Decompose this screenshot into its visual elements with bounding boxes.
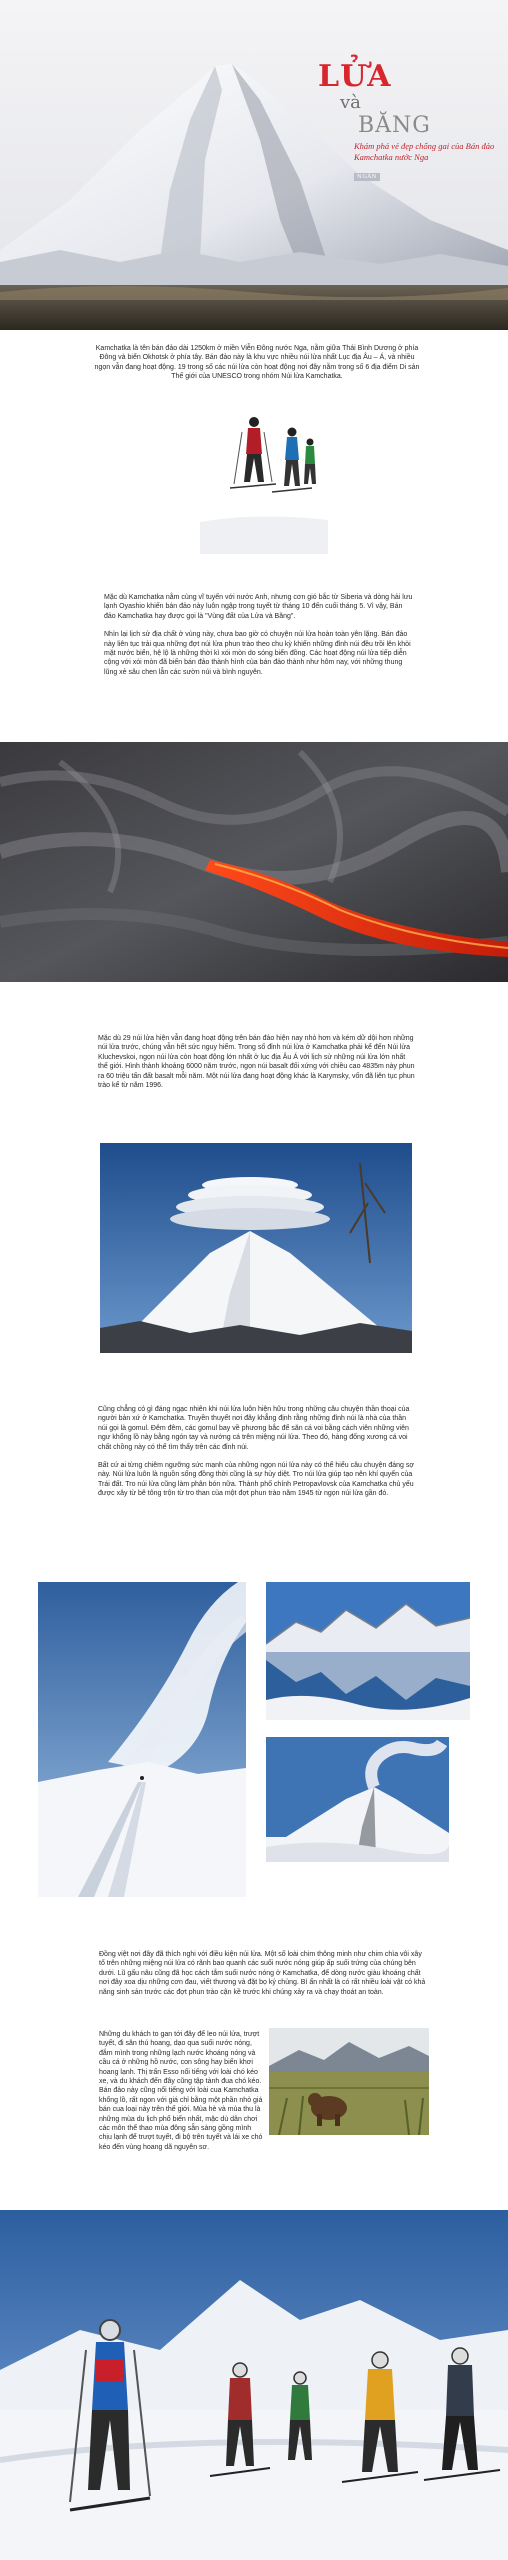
eruption-image [266,1737,449,1862]
section5-paragraph-2: Những du khách to gan tới đây để leo núi lửa, trượt tuyết, đi săn thú hoang, dạo qua suối nước nóng, đắm mình trong những lạch nước khoáng nóng và cầu cá ở những hồ nước, con sông hay biển khơi hoang lạnh. Thị trấn Esso nổi tiếng với loài chó kéo xe, và du khách đến đây cũng tập tành đua chó kéo. Bán đảo này cũng nổi tiếng với loài cua Kamchatka khổng lồ, rất ngon với giá chỉ bằng một phần nhỏ giá bán cua loại này trên thế giới. Mùa hè và mùa thu là những mùa du lịch phổ biến nhất, mặc dù dân chơi các môn thể thao mùa đông sẵn sàng gồng mình chịu lạnh để trượt tuyết, đi bộ trên tuyết và lái xe chó kéo đến vùng hoang dã nguyên sơ. [99,2031,263,2151]
byline: NGÂN [354,173,380,181]
section2-text [104,593,414,677]
section4-paragraph-2: Bất cứ ai từng chiêm ngưỡng sức mạnh của những ngọn núi lửa này có thể hiểu câu chuyện đáng sợ này. Núi lửa luôn là nguồn sống đồng thời cũng là sự hủy diệt. Tro núi lửa giúp tạo nên khí quyển của Trái đất. Tro núi lửa cũng làm phân bón nữa. Thành phố chính Petropavlovsk của Kamchatka chủ yếu được xây từ bê tông trộn từ tro than của một đợt phun trào năm 1945 từ ngọn núi lửa gần đó. [98,1462,414,1498]
title-ice: BĂNG [358,113,431,138]
section4-text [98,1405,414,1499]
intro-paragraph: Kamchatka là tên bán đảo dài 1250km ở miền Viễn Đông nước Nga, nằm giữa Thái Bình Dương ở phía Đông và biển Okhotsk ở phía tây. Bán đảo này là khu vực nhiều núi lửa nhất Lục địa Âu – Á, và nhiều ngọn vẫn đang hoạt động. 19 trong số các núi lửa còn hoạt động nơi đây nằm trong số 6 địa điểm Di sản Thế giới của UNESCO trong nhóm Núi lửa Kamchatka. [94,345,420,381]
reflection-image [266,1582,470,1720]
bear-image [269,2028,429,2135]
title-and: và [340,92,361,113]
lava-image [0,742,508,982]
title-fire: LỬA [318,59,392,94]
hero-title-block [318,59,498,182]
skiers-image [200,392,328,554]
section4-paragraph-1: Cũng chẳng có gì đáng ngạc nhiên khi núi lửa luôn hiện hữu trong những câu chuyện thần thoại của người bản xứ ở Kamchatka. Truyền thuyết nơi đây khẳng định rằng những đỉnh núi là nhà của thần núi gọi là gomul. Đêm đêm, các gomul bay về phương bắc để săn cá voi bằng cách viên những viên ngư khổng lồ này bằng ngón tay và nướng cá trên miệng núi lửa. Theo đó, hàng đống xương cá voi chất chồng này có thể tìm thấy trên các đỉnh núi. [98,1406,410,1451]
section3-text: Mặc dù 29 núi lửa hiện vẫn đang hoạt động trên bán đảo hiện nay nhỏ hơn và kém dữ dội hơn những núi lửa trước, chúng vẫn hết sức nguy hiểm. Trong số đỉnh núi lửa ở Kamchatka phải kể đến Núi lửa Kluchevskoi, ngọn núi lửa còn hoạt động lớn nhất ở lục địa Âu Á với lịch sử những núi lửa lớn nhất thế giới. Hình thành khoảng 6000 năm trước, ngọn núi basalt đối xứng với chiều cao 4835m này phun ra 60 triệu tấn đất basalt mỗi năm. Một núi lửa đang hoạt động khác là Karymsky, vốn đã liên tục phun trào kể từ năm 1996. [98,1035,415,1090]
subtitle: Khám phá vẻ đẹp chống gai của Bán đảo Kamchatka nước Nga [354,141,495,162]
ski-track-image [38,1582,246,1897]
skiers-bottom-image [0,2210,508,2560]
section5-paragraph-1: Đồng việt nơi đây đã thích nghi với điều kiện núi lửa. Một số loài chim thông minh như chim chìa vôi xây tổ trên những miệng núi lửa có rãnh bao quanh các suối nước nóng giúp ấp suối trứng của chúng bên dưới. Lũ gấu nâu cũng đã học cách tắm suối nước nóng ở Kamchatka, để dòng nước giàu khoáng chất nơi đây xoa dịu những cơn đau, viết thương và đặt bọ ký chủng. Bí ẩn nhất là có rất nhiều loài vật có khả năng sinh sản trước các đợt phun trào cận kề trước khi chúng xảy ra và chạy thoát an toàn. [99,1951,426,1996]
section2-paragraph-1: Mặc dù Kamchatka nằm cùng vĩ tuyến với nước Anh, nhưng cơn gió bắc từ Siberia và dòng hải lưu lạnh Oyashio khiến bán đảo này luôn ngập trong tuyết từ tháng 10 đến cuối tháng 5. Vì vậy, Bán đảo Kamchatka hay được gọi là "Vùng đất của Lửa và Băng". [104,594,413,620]
lenticular-image [100,1143,412,1353]
section2-paragraph-2: Nhìn lại lịch sử địa chất ở vùng này, chưa bao giờ có chuyện núi lửa hoàn toàn yên lặng. Bán đảo này liên tục trải qua những đợt núi lửa phun trào theo chu kỳ khiến những đỉnh núi đều trồi lên khỏi mặt nước biển, hệ lộ là những thời kì xói mòn do sóng biển đồng. Các hoạt động núi lửa tiếp diễn cộng với xói mòn đã biến bán đảo thành hình của bán đảo thành như hôm nay, với những thung lũng xẻ sâu chen lẫn các sườn núi và bình nguyên. [104,631,411,676]
hero-image [0,0,508,330]
